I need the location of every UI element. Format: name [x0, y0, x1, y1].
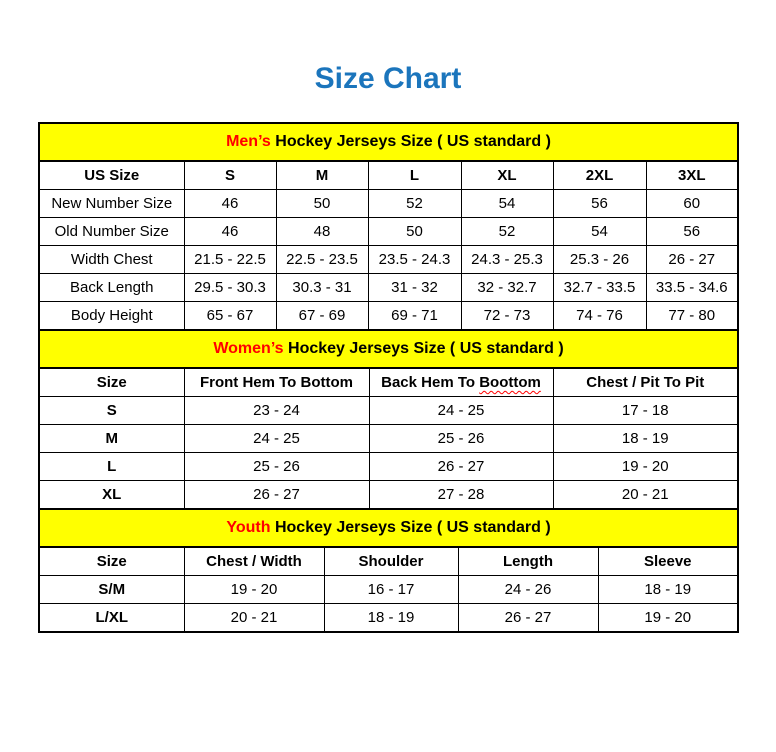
cell: 22.5 - 23.5 [276, 246, 368, 274]
cell: 19 - 20 [184, 576, 324, 604]
cell: 20 - 21 [184, 604, 324, 633]
back-hem-label-prefix: Back Hem To [381, 374, 480, 391]
mens-highlight-word: Men’s [226, 133, 271, 150]
youth-section-band [39, 509, 738, 547]
cell: 52 [461, 218, 553, 246]
womens-title-rest: Hockey Jerseys Size ( US standard ) [283, 340, 564, 357]
cell: 26 - 27 [184, 481, 369, 510]
womens-col-header: Chest / Pit To Pit [553, 368, 738, 397]
page-title: Size Chart [314, 62, 462, 95]
cell: 17 - 18 [553, 397, 738, 425]
table-row [39, 274, 738, 302]
womens-col-header: Size [39, 368, 184, 397]
cell: 21.5 - 22.5 [184, 246, 276, 274]
youth-col-header: Length [458, 547, 598, 576]
size-chart-container [38, 122, 737, 633]
row-label: Body Height [39, 302, 184, 331]
cell: 19 - 20 [598, 604, 738, 633]
cell: 46 [184, 218, 276, 246]
youth-col-header: Sleeve [598, 547, 738, 576]
cell: 23 - 24 [184, 397, 369, 425]
cell: 33.5 - 34.6 [646, 274, 738, 302]
youth-highlight-word: Youth [226, 519, 271, 536]
row-label: S [39, 397, 184, 425]
cell: 26 - 27 [458, 604, 598, 633]
table-row [39, 246, 738, 274]
cell: 24 - 25 [369, 397, 553, 425]
row-label: M [39, 425, 184, 453]
cell: 56 [646, 218, 738, 246]
cell: 29.5 - 30.3 [184, 274, 276, 302]
mens-section-title [39, 123, 738, 161]
mens-col-header: XL [461, 161, 553, 190]
womens-header-row [39, 368, 738, 397]
table-row [39, 302, 738, 331]
mens-header-row [39, 161, 738, 190]
table-row [39, 190, 738, 218]
table-row [39, 397, 738, 425]
mens-col-header: L [368, 161, 461, 190]
cell: 60 [646, 190, 738, 218]
cell: 72 - 73 [461, 302, 553, 331]
womens-col-header [369, 368, 553, 397]
mens-section-band [39, 123, 738, 161]
mens-size-table [38, 122, 739, 331]
cell: 26 - 27 [646, 246, 738, 274]
cell: 46 [184, 190, 276, 218]
cell: 54 [461, 190, 553, 218]
table-row [39, 218, 738, 246]
cell: 18 - 19 [598, 576, 738, 604]
mens-col-header: S [184, 161, 276, 190]
cell: 20 - 21 [553, 481, 738, 510]
mens-col-header: 2XL [553, 161, 646, 190]
cell: 69 - 71 [368, 302, 461, 331]
cell: 27 - 28 [369, 481, 553, 510]
row-label: New Number Size [39, 190, 184, 218]
cell: 54 [553, 218, 646, 246]
table-row [39, 481, 738, 510]
row-label: Width Chest [39, 246, 184, 274]
cell: 50 [276, 190, 368, 218]
table-row [39, 576, 738, 604]
cell: 48 [276, 218, 368, 246]
womens-size-table [38, 329, 739, 510]
cell: 74 - 76 [553, 302, 646, 331]
cell: 25 - 26 [184, 453, 369, 481]
womens-section-band [39, 330, 738, 368]
youth-col-header: Size [39, 547, 184, 576]
cell: 32.7 - 33.5 [553, 274, 646, 302]
womens-section-title [39, 330, 738, 368]
row-label: Back Length [39, 274, 184, 302]
cell: 50 [368, 218, 461, 246]
cell: 56 [553, 190, 646, 218]
cell: 18 - 19 [324, 604, 458, 633]
cell: 65 - 67 [184, 302, 276, 331]
mens-col-header: 3XL [646, 161, 738, 190]
misspelled-word: Boottom [479, 374, 541, 391]
youth-col-header: Chest / Width [184, 547, 324, 576]
cell: 77 - 80 [646, 302, 738, 331]
cell: 67 - 69 [276, 302, 368, 331]
youth-title-rest: Hockey Jerseys Size ( US standard ) [270, 519, 551, 536]
youth-section-title [39, 509, 738, 547]
cell: 32 - 32.7 [461, 274, 553, 302]
cell: 16 - 17 [324, 576, 458, 604]
youth-size-table [38, 508, 739, 633]
mens-col-header: M [276, 161, 368, 190]
womens-highlight-word: Women’s [213, 340, 284, 357]
row-label: L [39, 453, 184, 481]
table-row [39, 453, 738, 481]
cell: 30.3 - 31 [276, 274, 368, 302]
cell: 24.3 - 25.3 [461, 246, 553, 274]
mens-col-header: US Size [39, 161, 184, 190]
cell: 23.5 - 24.3 [368, 246, 461, 274]
mens-title-rest: Hockey Jerseys Size ( US standard ) [270, 133, 551, 150]
cell: 18 - 19 [553, 425, 738, 453]
cell: 24 - 26 [458, 576, 598, 604]
cell: 25 - 26 [369, 425, 553, 453]
row-label: S/M [39, 576, 184, 604]
womens-col-header: Front Hem To Bottom [184, 368, 369, 397]
cell: 31 - 32 [368, 274, 461, 302]
row-label: Old Number Size [39, 218, 184, 246]
table-row [39, 604, 738, 633]
youth-header-row [39, 547, 738, 576]
row-label: L/XL [39, 604, 184, 633]
table-row [39, 425, 738, 453]
cell: 19 - 20 [553, 453, 738, 481]
cell: 26 - 27 [369, 453, 553, 481]
row-label: XL [39, 481, 184, 510]
youth-col-header: Shoulder [324, 547, 458, 576]
cell: 52 [368, 190, 461, 218]
cell: 24 - 25 [184, 425, 369, 453]
cell: 25.3 - 26 [553, 246, 646, 274]
